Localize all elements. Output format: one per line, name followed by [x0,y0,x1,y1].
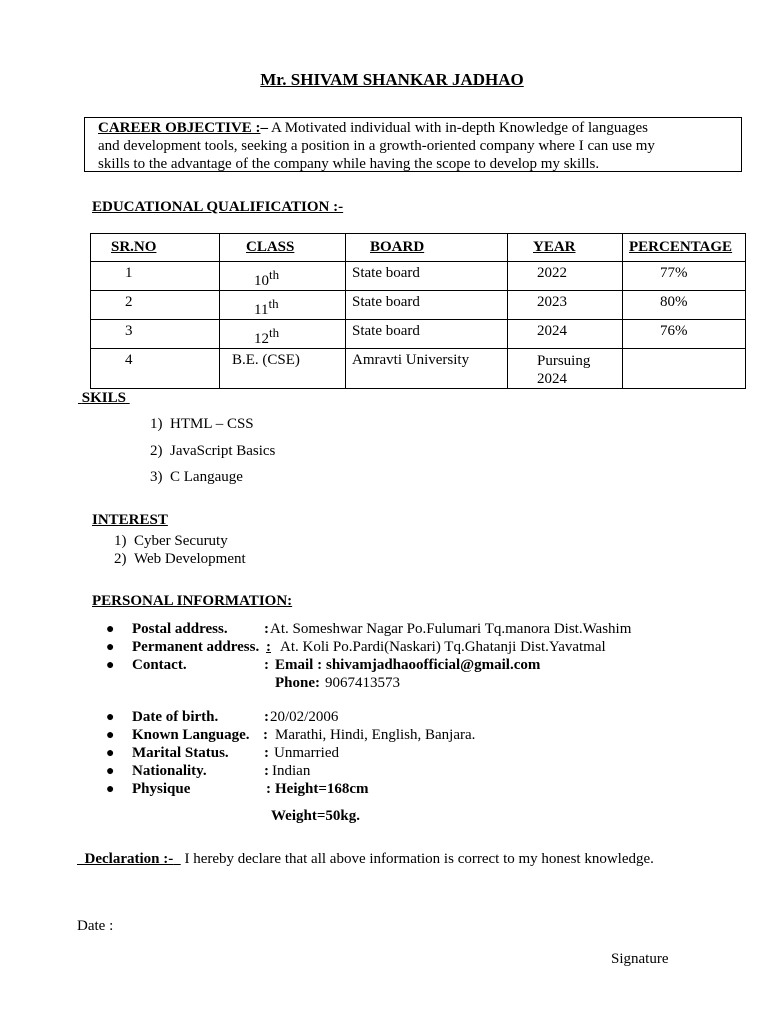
table-row [91,349,746,389]
objective-text-1: A Motivated individual with in-depth Knowledge of languages [268,120,648,136]
bullet-icon: ● [106,782,115,797]
cell-board: State board [346,320,508,349]
resume-name-title: Mr. SHIVAM SHANKAR JADHAO [260,70,524,89]
header-board: BOARD [346,234,508,262]
objective-line-3: skills to the advantage of the company while having the scope to develop my skills. [98,156,600,172]
interest-item: 1) Cyber Securuty [114,533,228,549]
phone-value: 9067413573 [325,675,400,691]
cell-class: 10th [220,262,346,291]
bullet-icon: ● [106,622,115,637]
cell-class: B.E. (CSE) [220,349,346,389]
skill-item: 1) HTML – CSS [150,416,254,432]
permanent-address-value: At. Koli Po.Pardi(Naskari) Tq.Ghatanji Dist.Yavatmal [280,639,606,655]
marital-status-colon: : [264,745,269,761]
declaration-text: I hereby declare that all above information is correct to my honest knowledge. [184,851,654,867]
nationality-value: Indian [272,763,311,779]
known-language-label: Known Language. [132,727,250,743]
cell-percentage: 76% [623,320,746,349]
objective-line-1 [98,119,729,137]
cell-board: Amravti University [346,349,508,389]
cell-srno: 1 [91,262,220,291]
career-objective-label: CAREER OBJECTIVE : [98,120,261,136]
career-objective-dash: – [260,120,269,136]
cell-srno: 3 [91,320,220,349]
table-row [91,291,746,320]
cell-year: 2022 [508,262,623,291]
dob-colon: : [264,709,269,725]
declaration [77,851,654,868]
date-label: Date : [77,918,114,934]
postal-address-label: Postal address. [132,621,228,637]
cell-year: 2023 [508,291,623,320]
bullet-icon: ● [106,764,115,779]
cell-percentage: 77% [623,262,746,291]
header-year: YEAR [508,234,623,262]
weight-value: Weight=50kg. [271,808,360,824]
height-value: Height=168cm [275,781,369,797]
personal-info-heading: PERSONAL INFORMATION: [92,593,293,609]
nationality-label: Nationality. [132,763,207,779]
permanent-address-colon: : [266,639,271,655]
cell-percentage: 80% [623,291,746,320]
bullet-icon: ● [106,710,115,725]
dob-label: Date of birth. [132,709,219,725]
cell-srno: 2 [91,291,220,320]
postal-address-colon: : [264,621,269,637]
physique-label: Physique [132,781,191,797]
dob-value: 20/02/2006 [270,709,339,725]
permanent-address-label: Permanent address. [132,639,260,655]
interest-item: 2) Web Development [114,551,246,567]
cell-class: 12th [220,320,346,349]
table-row [91,262,746,291]
known-language-colon: : [263,727,268,743]
education-heading: EDUCATIONAL QUALIFICATION :- [92,199,344,215]
phone-label: Phone: [275,675,320,691]
email-label: Email : [275,657,323,673]
cell-srno: 4 [91,349,220,389]
header-percentage: PERCENTAGE [623,234,746,262]
signature-label: Signature [611,951,669,967]
table-row [91,320,746,349]
known-language-value: Marathi, Hindi, English, Banjara. [275,727,476,743]
declaration-label: Declaration :- [84,851,174,867]
cell-class: 11th [220,291,346,320]
marital-status-value: Unmarried [274,745,339,761]
cell-board: State board [346,291,508,320]
bullet-icon: ● [106,728,115,743]
cell-board: State board [346,262,508,291]
skill-item: 3) C Langauge [150,469,243,485]
skills-heading: SKILS [81,390,126,406]
header-srno: SR.NO [91,234,220,262]
table-header-row [91,234,746,262]
header-class: CLASS [220,234,346,262]
interest-heading: INTEREST [92,512,168,528]
skill-item: 2) JavaScript Basics [150,443,276,459]
contact-colon: : [264,657,269,673]
contact-label: Contact. [132,657,187,673]
bullet-icon: ● [106,640,115,655]
postal-address-value: At. Someshwar Nagar Po.Fulumari Tq.manora Dist.Washim [270,621,632,637]
cell-year: Pursuing 2024 [508,349,623,389]
nationality-colon: : [264,763,269,779]
education-table [90,233,746,389]
career-objective-box [84,117,742,172]
objective-line-2: and development tools, seeking a position in a growth-oriented company where I can use my [98,138,655,154]
bullet-icon: ● [106,746,115,761]
email-value: shivamjadhaoofficial@gmail.com [326,657,541,673]
marital-status-label: Marital Status. [132,745,229,761]
cell-percentage [623,349,746,389]
cell-year: 2024 [508,320,623,349]
bullet-icon: ● [106,658,115,673]
physique-colon: : [266,781,271,797]
